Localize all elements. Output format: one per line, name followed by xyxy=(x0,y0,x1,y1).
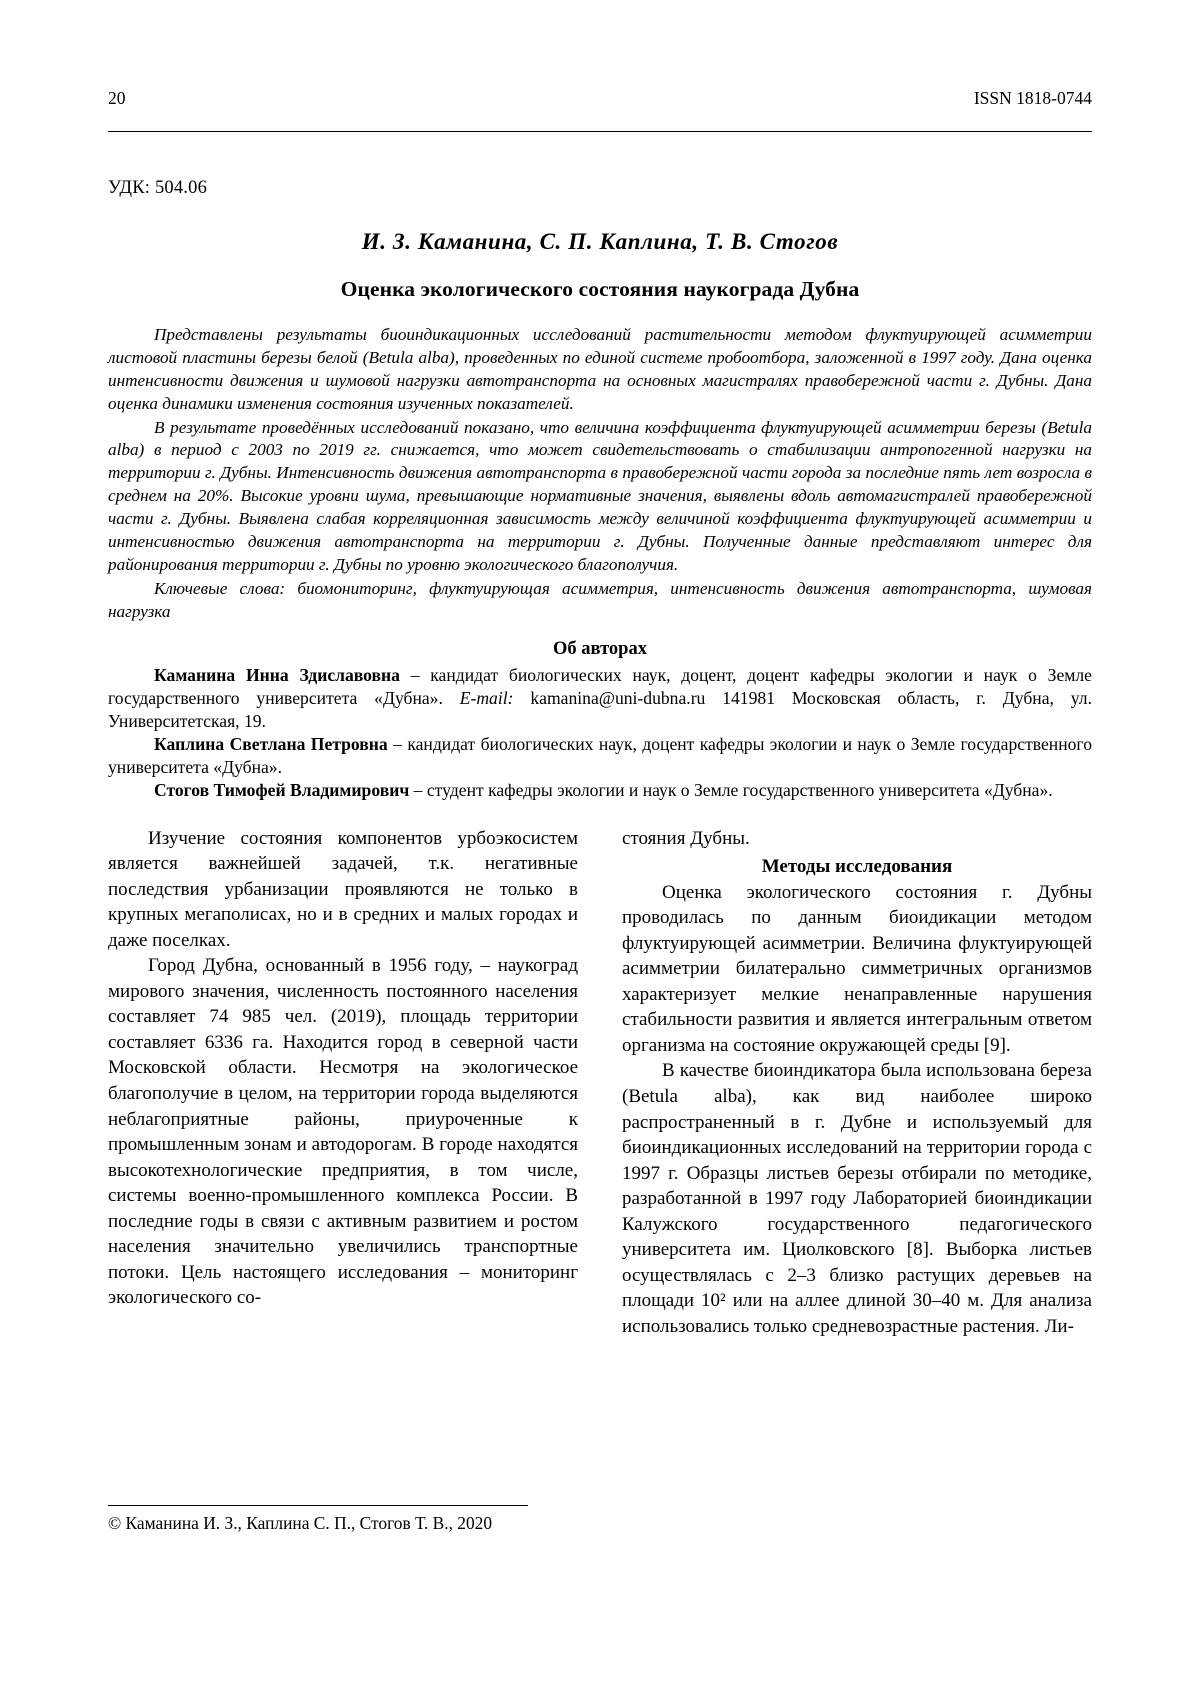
section-heading-methods: Методы исследования xyxy=(761,856,953,878)
author-text-3: – студент кафедры экологии и наук о Земле государственного университета «Дубна». xyxy=(409,779,1053,800)
author-text-2: – кандидат биологических наук, доцент кафедры экологии и наук о Земле государственного университета «Дубна». xyxy=(108,733,1092,777)
about-authors xyxy=(108,664,1092,801)
body-column-left xyxy=(108,826,578,1340)
footnote xyxy=(108,1505,578,1534)
about-authors-heading: Об авторах xyxy=(553,639,647,660)
abstract xyxy=(108,324,1092,623)
author-name-3: Стогов Тимофей Владимирович xyxy=(154,779,410,800)
body-columns xyxy=(108,826,1092,1340)
left-paragraph-1: Изучение состояния компонентов урбоэкосистем является важнейшей задачей, т.к. негативные последствия урбанизации проявляются не только в крупных мегаполисах, но и в средних и малых городах и даже поселках. xyxy=(108,827,578,951)
left-paragraph-2: Город Дубна, основанный в 1956 году, – наукоград мирового значения, численность постоянного населения составляет 74 985 чел. (2019), площадь территории составляет 6336 га. Находится город в северной части Московской области. Несмотря на экологическое благополучие в целом, на территории города выделяются неблагоприятные районы, приуроченные к промышленным зонам и автодорогам. В городе находятся высокотехнологические предприятия, в том числе, системы военно-промышленного комплекса России. В последние годы в связи с активным развитием и ростом населения значительно увеличились транспортные потоки. Цель настоящего исследования – мониторинг экологического со- xyxy=(108,955,578,1309)
footnote-divider xyxy=(108,1505,528,1506)
author-entry-3 xyxy=(108,779,1092,802)
author-entry-1 xyxy=(108,664,1092,733)
header-divider xyxy=(108,131,1092,132)
author-name-1: Каманина Инна Здиславовна xyxy=(154,665,400,686)
issn-label: ISSN 1818-0744 xyxy=(973,88,1092,108)
article-authors: И. З. Каманина, С. П. Каплина, Т. В. Стогов xyxy=(361,229,839,254)
page-number: 20 xyxy=(108,88,126,108)
udk-code: УДК: 504.06 xyxy=(108,178,208,198)
author-entry-2 xyxy=(108,733,1092,779)
article-title: Оценка экологического состояния наукограда Дубна xyxy=(340,277,860,301)
running-head xyxy=(108,0,1092,109)
email-label: E-mail: xyxy=(459,688,514,709)
body-column-right xyxy=(622,826,1092,1340)
abstract-paragraph-2: В результате проведённых исследований показано, что величина коэффициента флуктуирующей асимметрии березы (Betula alba) в период с 2003 по 2019 гг. снижается, что может свидетельствовать о стабилизации антропогенной нагрузки на территории г. Дубны. Интенсивность движения автотранспорта в правобережной части города за последние пять лет возросла в среднем на 20%. Высокие уровни шума, превышающие нормативные значения, выявлены вдоль автомагистралей правобережной части г. Дубны. Выявлена слабая корреляционная зависимость между величиной коэффициента флуктуирующей асимметрии и интенсивностью движения автотранспорта на территории г. Дубны. Полученные данные представляют интерес для районирования территории г. Дубны по уровню экологического благополучия. xyxy=(108,417,1092,574)
page-content xyxy=(108,0,1092,1339)
right-paragraph-2: В качестве биоиндикатора была использована береза (Betula alba), как вид наиболее широко распространенный в г. Дубне и используемый для биоиндикационных исследований на территории города с 1997 г. Образцы листьев березы отбирали по методике, разработанной в 1997 году Лабораторией биоиндикации Калужского государственного педагогического университета им. Циолковского [8]. Выборка листьев осуществлялась с 2–3 близко растущих деревьев на площади 10² или на аллее длиной 30–40 м. Для анализа использовались только средневозрастные растения. Ли- xyxy=(622,1060,1092,1337)
author-text-1: – кандидат биологических наук, доцент, доцент кафедры экологии и наук о Земле государственного университета «Дубна». xyxy=(108,665,1092,709)
author-name-2: Каплина Светлана Петровна xyxy=(154,733,388,754)
right-continuation: стояния Дубны. xyxy=(622,827,750,849)
keywords: Ключевые слова: биомониторинг, флуктуирующая асимметрия, интенсивность движения автотранспорта, шумовая нагрузка xyxy=(108,578,1092,621)
right-paragraph-1: Оценка экологического состояния г. Дубны проводилась по данным биоидикации методом флуктуирующей асимметрии. Величина флуктуирующей асимметрии билатерально симметричных организмов характеризует мелкие ненаправленные нарушения стабильности развития и является интегральным ответом организма на состояние окружающей среды [9]. xyxy=(622,881,1092,1056)
abstract-paragraph-1: Представлены результаты биоиндикационных исследований растительности методом флуктуирующей асимметрии листовой пластины березы белой (Betula alba), проведенных по единой системе пробоотбора, заложенной в 1997 году. Дана оценка интенсивности движения и шумовой нагрузки автотранспорта на основных магистралях правобережной части г. Дубны. Дана оценка динамики изменения состояния изученных показателей. xyxy=(108,325,1092,413)
copyright-notice: © Каманина И. З., Каплина С. П., Стогов Т. В., 2020 xyxy=(108,1513,493,1533)
author-email-1: kamanina@uni-dubna.ru 141981 Московская область, г. Дубна, ул. Университетская, 19. xyxy=(108,688,1092,732)
